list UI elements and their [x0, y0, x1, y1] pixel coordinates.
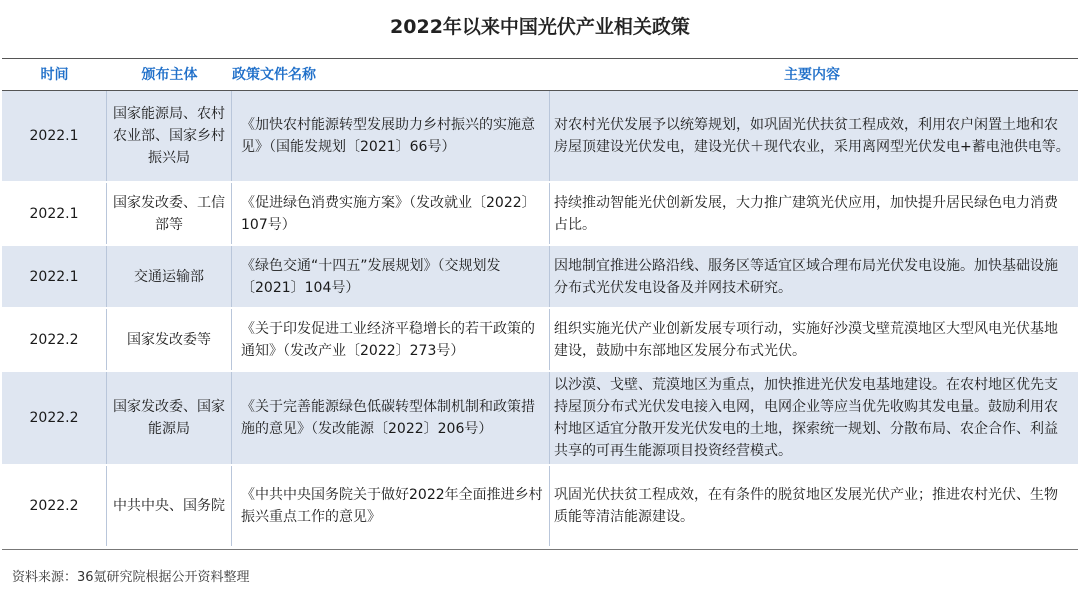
- cell-content: 以沙漠、戈壁、荒漠地区为重点，加快推进光伏发电基地建设。在农村地区优先支持屋顶分布式光伏发电接入电网，电网企业等应当优先收购其发电量。鼓励利用农村地区适宜分散开发光伏发电的土地，探索统一规划、分散布局、农企合作、利益共享的可再生能源项目投资经营模式。: [554, 377, 1058, 459]
- header-time: 时间: [40, 66, 69, 83]
- cell-document: 《关于完善能源绿色低碳转型体制机制和政策措施的意见》（发改能源〔2022〕206号）: [232, 372, 550, 464]
- cell-document: 《促进绿色消费实施方案》（发改就业〔2022〕107号）: [232, 183, 550, 244]
- cell-issuer: 国家发改委、国家能源局: [107, 372, 232, 464]
- cell-time: 2022.2: [2, 372, 107, 464]
- cell-time: 2022.2: [2, 309, 107, 370]
- cell-document: 《加快农村能源转型发展助力乡村振兴的实施意见》（国能发规划〔2021〕66号）: [232, 91, 550, 181]
- cell-content: 组织实施光伏产业创新发展专项行动，实施好沙漠戈壁荒漠地区大型风电光伏基地建设，鼓励中东部地区发展分布式光伏。: [554, 320, 1058, 359]
- table-row: [2, 246, 1078, 309]
- cell-time: 2022.1: [2, 246, 107, 307]
- cell-content: 因地制宜推进公路沿线、服务区等适宜区域合理布局光伏发电设施。加快基础设施分布式光伏发电设备及并网技术研究。: [554, 257, 1058, 296]
- header-issuer: 颁布主体: [141, 66, 198, 83]
- cell-document: 《绿色交通“十四五”发展规划》（交规划发〔2021〕104号）: [232, 246, 550, 307]
- cell-content: 持续推动智能光伏创新发展，大力推广建筑光伏应用，加快提升居民绿色电力消费占比。: [554, 194, 1058, 233]
- cell-issuer: 国家发改委等: [107, 309, 232, 370]
- table-row: [2, 372, 1078, 466]
- table-title: 2022年以来中国光伏产业相关政策: [390, 16, 690, 38]
- table-row: [2, 466, 1078, 548]
- cell-time: 2022.1: [2, 91, 107, 181]
- table-header-row: [2, 59, 1078, 91]
- table-row: [2, 309, 1078, 372]
- header-document: 政策文件名称: [232, 66, 316, 83]
- cell-issuer: 国家能源局、农村农业部、国家乡村振兴局: [107, 91, 232, 181]
- policy-table: [2, 58, 1078, 548]
- header-content: 主要内容: [784, 66, 840, 83]
- cell-issuer: 交通运输部: [107, 246, 232, 307]
- table-bottom-rule: [2, 549, 1078, 550]
- cell-time: 2022.1: [2, 183, 107, 244]
- cell-content: 对农村光伏发展予以统筹规划，如巩固光伏扶贫工程成效，利用农户闲置土地和农房屋顶建设光伏发电，建设光伏＋现代农业，采用离网型光伏发电+蓄电池供电等。: [554, 117, 1070, 155]
- cell-issuer: 中共中央、国务院: [107, 466, 232, 546]
- cell-content: 巩固光伏扶贫工程成效，在有条件的脱贫地区发展光伏产业；推进农村光伏、生物质能等清洁能源建设。: [554, 487, 1058, 525]
- cell-issuer: 国家发改委、工信部等: [107, 183, 232, 244]
- cell-document: 《关于印发促进工业经济平稳增长的若干政策的通知》（发改产业〔2022〕273号）: [232, 309, 550, 370]
- cell-time: 2022.2: [2, 466, 107, 546]
- table-row: [2, 183, 1078, 246]
- table-row: [2, 91, 1078, 183]
- cell-document: 《中共中央国务院关于做好2022年全面推进乡村振兴重点工作的意见》: [232, 466, 550, 546]
- source-note: 资料来源：36氪研究院根据公开资料整理: [12, 570, 250, 585]
